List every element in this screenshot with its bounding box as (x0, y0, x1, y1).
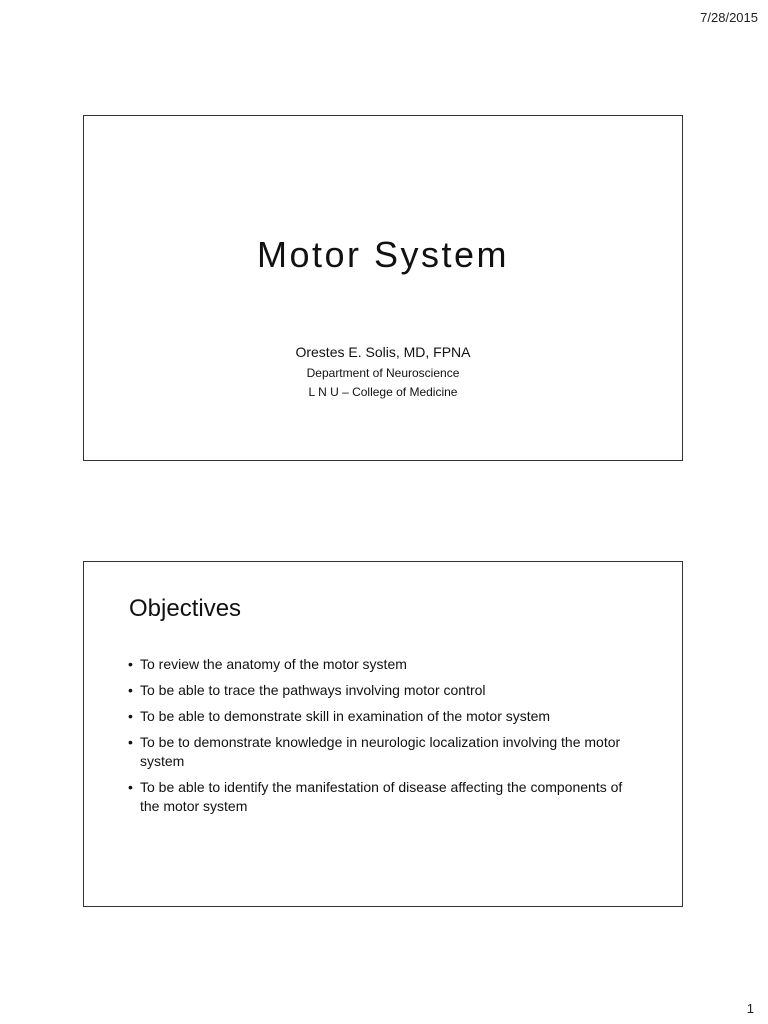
list-item (128, 681, 638, 700)
college-name: L N U – College of Medicine (308, 385, 458, 399)
objectives-slide (83, 561, 683, 907)
author-name: Orestes E. Solis, MD, FPNA (295, 344, 471, 360)
bullet-icon: • (128, 656, 133, 672)
list-item (128, 655, 638, 674)
list-item (128, 778, 638, 816)
slide-title: Motor System (256, 234, 510, 275)
list-item-text: To be able to identify the manifestation of disease affecting the components of the motor system (140, 779, 623, 814)
list-item-text: To review the anatomy of the motor system (140, 656, 407, 672)
page-date: 7/28/2015 (700, 10, 758, 25)
bullet-icon: • (128, 682, 133, 698)
bullet-icon: • (128, 779, 133, 795)
objectives-title: Objectives (129, 595, 242, 622)
bullet-icon: • (128, 734, 133, 750)
list-item-text: To be able to demonstrate skill in examination of the motor system (140, 708, 551, 724)
list-item-text: To be able to trace the pathways involving motor control (140, 682, 486, 698)
page-number: 1 (746, 1001, 754, 1016)
list-item (128, 733, 638, 771)
objectives-list (128, 655, 638, 823)
list-item (128, 707, 638, 726)
bullet-icon: • (128, 708, 133, 724)
title-slide (83, 115, 683, 461)
department-name: Department of Neuroscience (306, 366, 460, 380)
subtitle-block (84, 344, 682, 404)
list-item-text: To be to demonstrate knowledge in neurologic localization involving the motor system (140, 734, 621, 769)
